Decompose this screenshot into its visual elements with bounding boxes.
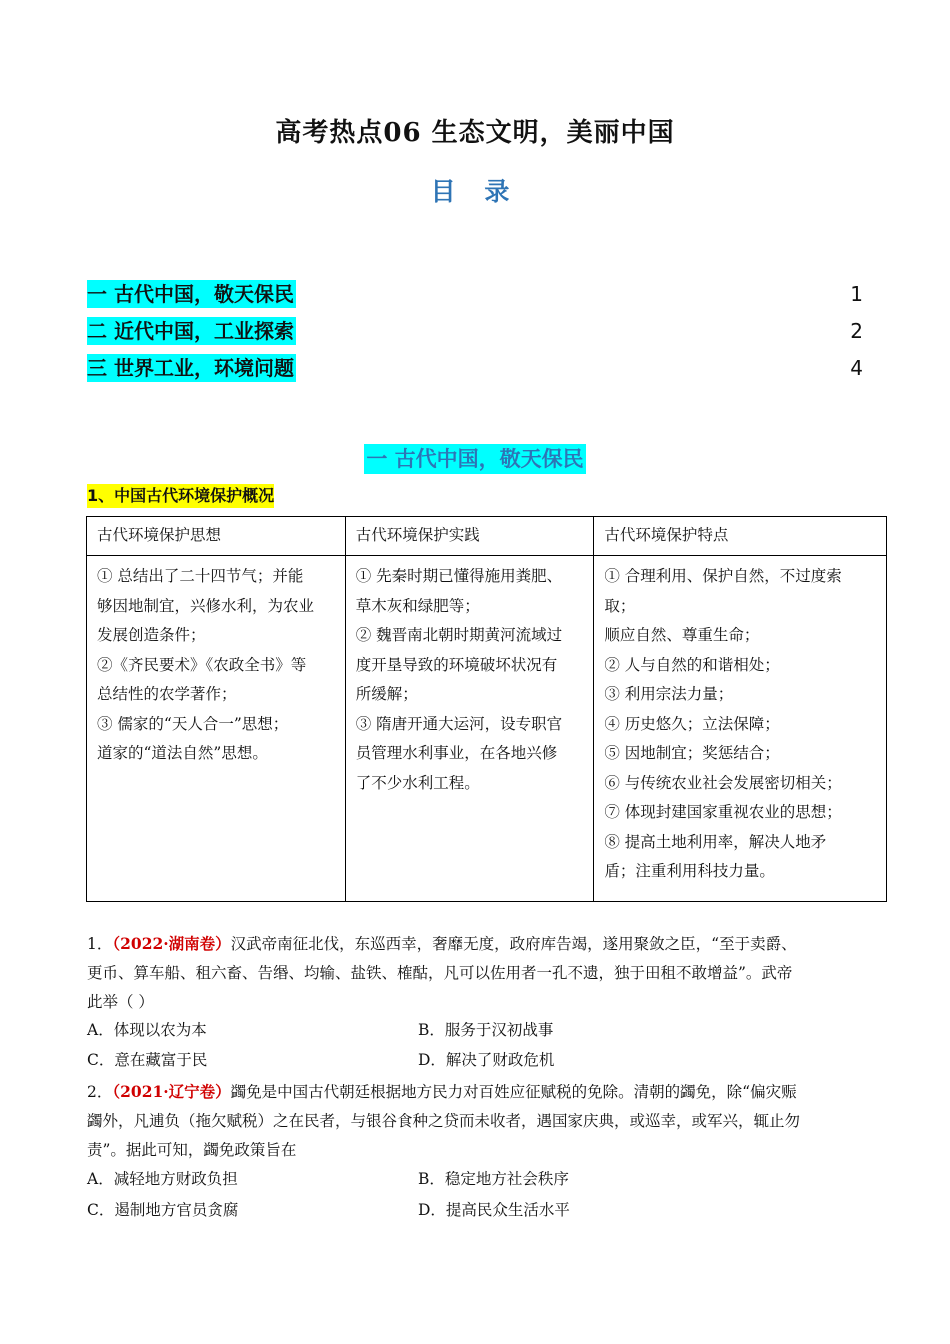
table-header-cell: 古代环境保护特点 — [594, 517, 887, 556]
option-d[interactable]: D．提高民众生活水平 — [418, 1201, 570, 1219]
question-1 — [87, 929, 877, 1017]
section-heading-text: 一 古代中国，敬天保民 — [364, 444, 585, 474]
cell-line: 总结性的农学著作； — [97, 685, 237, 703]
option-c[interactable]: C．意在藏富于民 — [87, 1051, 208, 1069]
table-header-cell: 古代环境保护实践 — [345, 517, 594, 556]
page-title: 高考热点06 生态文明，美丽中国 — [275, 118, 675, 148]
environment-protection-table — [86, 516, 887, 902]
option-b[interactable]: B．稳定地方社会秩序 — [418, 1170, 569, 1188]
cell-line: ① 合理利用、保护自然，不过度索 — [604, 567, 842, 585]
table-cell-practice — [345, 556, 594, 902]
question-number: 2． — [87, 1083, 113, 1101]
cell-line: 草木灰和绿肥等； — [355, 596, 480, 615]
question-2 — [87, 1077, 877, 1165]
question-stem-line — [87, 929, 877, 959]
cell-line: 了不少水利工程。 — [355, 773, 480, 792]
cell-line: ① 总结出了二十四节气；并能 — [97, 567, 304, 585]
question-stem-line: 更币、算车船、租六畜、告缗、均输、盐铁、榷酤，凡可以佐用者一孔不遗，独于田租不敢增益”。武帝 — [87, 964, 793, 982]
cell-line: ② 人与自然的和谐相处； — [604, 655, 780, 674]
question-number: 1． — [87, 935, 113, 953]
cell-line: ②《齐民要术》《农政全书》等 — [97, 655, 307, 674]
options-row — [87, 1165, 877, 1194]
options-row — [87, 1016, 877, 1045]
question-text: 汉武帝南征北伐，东巡西幸，奢靡无度，政府库告竭，遂用聚敛之臣，“至于卖爵、 — [230, 935, 797, 953]
question-stem-line — [87, 1077, 877, 1107]
cell-line: 发展创造条件； — [97, 626, 206, 644]
toc-heading: 目 录 — [430, 177, 520, 206]
cell-line: ③ 利用宗法力量； — [604, 685, 734, 703]
table-header-cell: 古代环境保护思想 — [87, 517, 346, 556]
cell-line: ④ 历史悠久；立法保障； — [604, 714, 780, 733]
question-source: （2022·湖南卷） — [112, 934, 231, 953]
question-source: （2021·辽宁卷） — [112, 1082, 231, 1101]
cell-line: 盾；注重利用科技力量。 — [604, 862, 775, 880]
option-d[interactable]: D．解决了财政危机 — [418, 1051, 555, 1069]
toc-item-label: 二 近代中国，工业探索 — [87, 319, 294, 343]
toc-item-label: 三 世界工业，环境问题 — [87, 356, 294, 380]
cell-line: 所缓解； — [355, 685, 418, 703]
cell-line: ③ 儒家的“天人合一”思想； — [97, 714, 289, 733]
cell-line: 度开垦导致的环境破坏状况有 — [355, 655, 558, 674]
cell-line: ⑤ 因地制宜；奖惩结合； — [604, 744, 780, 762]
question-text: 蠲免是中国古代朝廷根据地方民力对百姓应征赋税的免除。清朝的蠲免，除“偏灾赈 — [230, 1083, 797, 1101]
section-heading — [0, 444, 950, 474]
toc-item-label: 一 古代中国，敬天保民 — [87, 282, 294, 306]
option-b[interactable]: B．服务于汉初战事 — [418, 1021, 554, 1039]
toc-item-page: 2 — [850, 319, 863, 343]
cell-line: ③ 隋唐开通大运河，设专职官 — [355, 714, 563, 733]
toc-item[interactable] — [87, 280, 863, 310]
cell-line: ⑥ 与传统农业社会发展密切相关； — [604, 773, 842, 792]
question-stem-line: 责”。据此可知，蠲免政策旨在 — [87, 1141, 297, 1159]
subsection-heading — [87, 484, 274, 508]
subsection-heading-text: 1、中国古代环境保护概况 — [87, 484, 274, 508]
cell-line: ⑦ 体现封建国家重视农业的思想； — [604, 803, 842, 821]
question-stem-line: 蠲外，凡逋负（拖欠赋税）之在民者，与银谷食种之贷而未收者，遇国家庆典，或巡幸，或军兴，辄止勿 — [87, 1112, 801, 1130]
table-cell-features — [594, 556, 887, 902]
table-cell-thought — [87, 556, 346, 902]
options-row — [87, 1046, 877, 1075]
cell-line: 够因地制宜，兴修水利，为农业 — [97, 596, 315, 615]
cell-line: ① 先秦时期已懂得施用粪肥、 — [355, 567, 563, 585]
toc-item-page: 4 — [850, 356, 863, 380]
cell-line: 取； — [604, 596, 636, 615]
cell-line: ② 魏晋南北朝时期黄河流域过 — [355, 626, 563, 644]
toc-item[interactable] — [87, 317, 863, 347]
toc-item[interactable] — [87, 354, 863, 384]
option-a[interactable]: A．体现以农为本 — [87, 1021, 207, 1039]
cell-line: 员管理水利事业，在各地兴修 — [355, 744, 558, 762]
question-stem-line: 此举（ ） — [87, 993, 154, 1011]
toc-item-page: 1 — [850, 282, 863, 306]
cell-line: 顺应自然、尊重生命； — [604, 626, 760, 644]
option-c[interactable]: C．遏制地方官员贪腐 — [87, 1201, 239, 1219]
options-row — [87, 1196, 877, 1225]
option-a[interactable]: A．减轻地方财政负担 — [87, 1170, 238, 1188]
cell-line: 道家的“道法自然”思想。 — [97, 744, 268, 762]
cell-line: ⑧ 提高土地利用率，解决人地矛 — [604, 832, 827, 851]
